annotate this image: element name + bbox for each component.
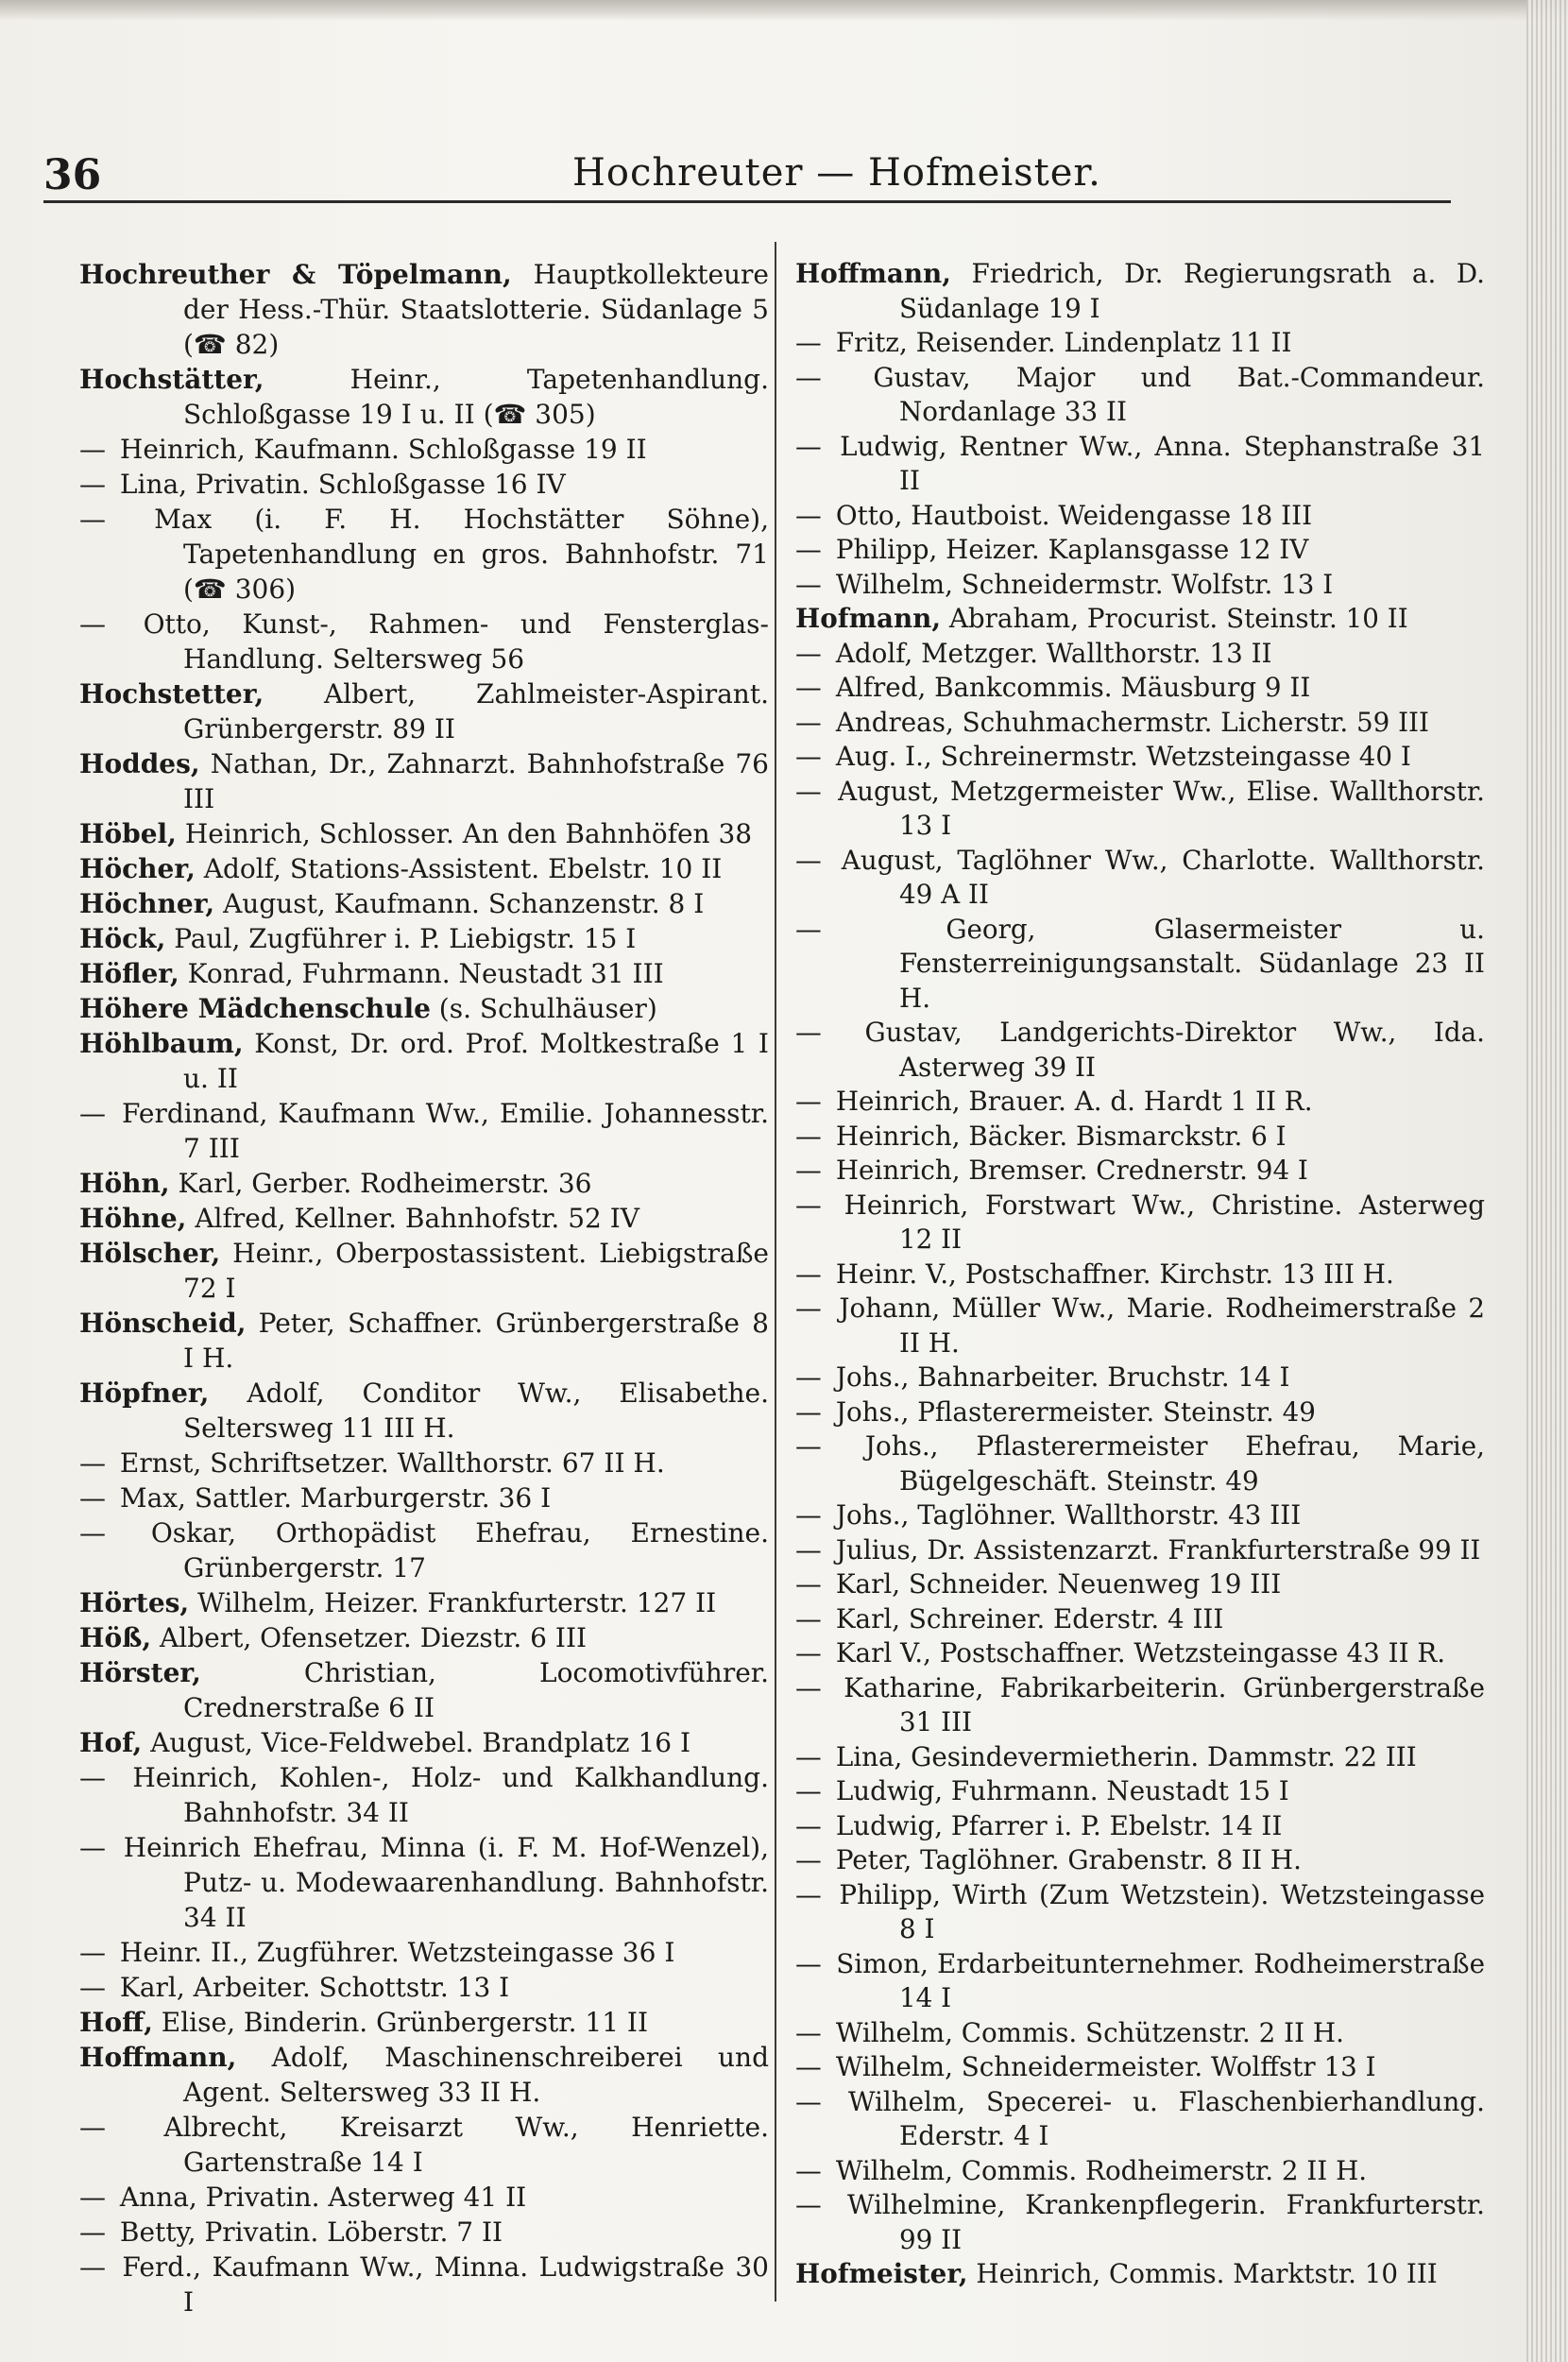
entry-details: Gustav, Landgerichts-Direktor Ww., Ida. Asterweg 39 II bbox=[827, 1017, 1485, 1083]
entry-details: Simon, Erdarbeitunternehmer. Rodheimerstraße 14 I bbox=[827, 1947, 1485, 2013]
directory-entry bbox=[79, 1935, 769, 1970]
directory-entry bbox=[795, 1395, 1485, 1430]
page-header bbox=[43, 140, 1451, 197]
ditto-dash: — bbox=[79, 1762, 106, 1793]
entry-details: Peter, Taglöhner. Grabenstr. 8 II H. bbox=[827, 1844, 1302, 1875]
directory-entry bbox=[79, 1760, 769, 1830]
ditto-dash: — bbox=[795, 1947, 822, 1979]
ditto-dash: — bbox=[795, 1017, 822, 1048]
directory-entry bbox=[79, 851, 769, 886]
directory-entry bbox=[79, 886, 769, 921]
ditto-dash: — bbox=[795, 361, 822, 393]
entry-details: Wilhelm, Schneidermstr. Wolfstr. 13 I bbox=[827, 568, 1334, 600]
directory-entry bbox=[79, 1655, 769, 1725]
entry-details: Hauptkollekteure der Hess.-Thür. Staatslotterie. Südanlage 5 (☎ 82) bbox=[183, 259, 770, 360]
directory-entry bbox=[795, 1809, 1485, 1844]
entry-details: Ludwig, Pfarrer i. P. Ebelstr. 14 II bbox=[827, 1809, 1283, 1841]
directory-entry bbox=[795, 671, 1485, 706]
directory-entry bbox=[79, 1970, 769, 2005]
ditto-dash: — bbox=[79, 469, 106, 500]
ditto-dash: — bbox=[795, 499, 822, 531]
ditto-dash: — bbox=[79, 1972, 106, 2003]
directory-entry bbox=[79, 432, 769, 467]
directory-entry bbox=[795, 1636, 1485, 1671]
entry-surname: Hoffmann, bbox=[795, 258, 951, 289]
entry-details: Heinrich, Bäcker. Bismarckstr. 6 I bbox=[827, 1120, 1287, 1152]
entry-details: Ludwig, Fuhrmann. Neustadt 15 I bbox=[827, 1775, 1289, 1806]
entry-details: Konrad, Fuhrmann. Neustadt 31 III bbox=[179, 958, 664, 989]
directory-entry bbox=[79, 362, 769, 432]
entry-details: Wilhelmine, Krankenpflegerin. Frankfurterstr. 99 II bbox=[827, 2189, 1485, 2255]
directory-entry bbox=[795, 326, 1485, 361]
entry-details: Elise, Binderin. Grünbergerstr. 11 II bbox=[152, 2007, 649, 2038]
entry-surname: Hof, bbox=[79, 1727, 143, 1758]
entry-surname: Höchner, bbox=[79, 888, 215, 919]
directory-entry bbox=[795, 706, 1485, 741]
ditto-dash: — bbox=[795, 1086, 822, 1117]
directory-entry bbox=[79, 2250, 769, 2319]
directory-entry bbox=[795, 1878, 1485, 1947]
entry-surname: Hoddes, bbox=[79, 748, 200, 779]
ditto-dash: — bbox=[795, 1568, 822, 1600]
directory-entry bbox=[795, 775, 1485, 844]
ditto-dash: — bbox=[795, 1499, 822, 1531]
entry-surname: Höbel, bbox=[79, 818, 177, 849]
ditto-dash: — bbox=[79, 608, 106, 640]
entry-surname: Höhere Mädchenschule bbox=[79, 993, 431, 1024]
entry-details: Aug. I., Schreinermstr. Wetzsteingasse 40 I bbox=[827, 741, 1411, 772]
left-column bbox=[79, 257, 769, 2319]
ditto-dash: — bbox=[79, 504, 106, 535]
entry-details: Heinr., Tapetenhandlung. Schloßgasse 19 I u. II (☎ 305) bbox=[183, 364, 769, 430]
header-rule bbox=[43, 200, 1451, 203]
entry-details: Albert, Ofensetzer. Diezstr. 6 III bbox=[151, 1622, 588, 1653]
directory-entry bbox=[795, 637, 1485, 672]
directory-entry bbox=[79, 1096, 769, 1166]
ditto-dash: — bbox=[79, 2182, 106, 2213]
entry-details: Andreas, Schuhmachermstr. Licherstr. 59 III bbox=[827, 706, 1429, 738]
ditto-dash: — bbox=[795, 568, 822, 600]
ditto-dash: — bbox=[795, 2085, 822, 2117]
ditto-dash: — bbox=[795, 741, 822, 772]
entry-details: Ernst, Schriftsetzer. Wallthorstr. 67 II H. bbox=[111, 1447, 665, 1479]
entry-details: Fritz, Reisender. Lindenplatz 11 II bbox=[827, 327, 1292, 358]
directory-entry bbox=[79, 1481, 769, 1515]
directory-entry bbox=[795, 361, 1485, 430]
directory-entry bbox=[795, 2257, 1485, 2292]
directory-entry bbox=[795, 1567, 1485, 1602]
directory-entry bbox=[795, 1602, 1485, 1637]
directory-entry bbox=[79, 1376, 769, 1446]
directory-entry bbox=[79, 991, 769, 1026]
directory-entry bbox=[79, 1725, 769, 1760]
entry-details: Otto, Hautboist. Weidengasse 18 III bbox=[827, 499, 1313, 531]
ditto-dash: — bbox=[795, 1740, 822, 1772]
entry-details: Ferdinand, Kaufmann Ww., Emilie. Johannesstr. 7 III bbox=[111, 1098, 769, 1164]
entry-surname: Höhn, bbox=[79, 1168, 170, 1199]
directory-entry bbox=[795, 1154, 1485, 1189]
ditto-dash: — bbox=[795, 1155, 822, 1186]
entry-surname: Hochreuther & Töpelmann, bbox=[79, 259, 512, 290]
entry-details: Nathan, Dr., Zahnarzt. Bahnhofstraße 76 III bbox=[183, 748, 769, 814]
directory-entry bbox=[79, 676, 769, 746]
entry-details: Adolf, Metzger. Wallthorstr. 13 II bbox=[827, 637, 1272, 669]
directory-entry bbox=[795, 2050, 1485, 2085]
directory-entry bbox=[79, 467, 769, 502]
directory-entry bbox=[795, 499, 1485, 534]
ditto-dash: — bbox=[79, 1517, 106, 1549]
directory-entry bbox=[79, 1306, 769, 1376]
ditto-dash: — bbox=[79, 1482, 106, 1514]
entry-details: Alfred, Bankcommis. Mäusburg 9 II bbox=[827, 672, 1311, 703]
ditto-dash: — bbox=[795, 1120, 822, 1152]
entry-details: Wilhelm, Commis. Schützenstr. 2 II H. bbox=[827, 2016, 1344, 2048]
entry-details: Heinrich, Kaufmann. Schloßgasse 19 II bbox=[111, 434, 647, 465]
entry-details: Peter, Schaffner. Grünbergerstraße 8 I H. bbox=[183, 1308, 769, 1374]
ditto-dash: — bbox=[79, 1098, 106, 1129]
entry-details: Georg, Glasermeister u. Fensterreinigungsanstalt. Südanlage 23 II H. bbox=[827, 913, 1485, 1014]
entry-surname: Hoff, bbox=[79, 2007, 153, 2038]
entry-details: Karl, Gerber. Rodheimerstr. 36 bbox=[169, 1168, 592, 1199]
directory-entry bbox=[79, 1236, 769, 1306]
entry-surname: Hönscheid, bbox=[79, 1308, 247, 1339]
entry-details: August, Kaufmann. Schanzenstr. 8 I bbox=[214, 888, 705, 919]
entry-details: August, Taglöhner Ww., Charlotte. Wallthorstr. 49 A II bbox=[827, 844, 1485, 910]
entry-surname: Hoffmann, bbox=[79, 2042, 237, 2073]
entry-details: Johs., Bahnarbeiter. Bruchstr. 14 I bbox=[827, 1361, 1290, 1393]
directory-entry bbox=[79, 1585, 769, 1620]
entry-details: Max, Sattler. Marburgerstr. 36 I bbox=[111, 1482, 552, 1514]
directory-entry bbox=[795, 1258, 1485, 1292]
ditto-dash: — bbox=[795, 430, 822, 462]
directory-entry bbox=[795, 2154, 1485, 2189]
ditto-dash: — bbox=[79, 434, 106, 465]
entry-details: August, Metzgermeister Ww., Elise. Wallthorstr. 13 I bbox=[827, 775, 1485, 841]
ditto-dash: — bbox=[795, 2154, 822, 2186]
entry-surname: Höhne, bbox=[79, 1203, 187, 1234]
entry-surname: Höfler, bbox=[79, 958, 179, 989]
entry-details: Johs., Taglöhner. Wallthorstr. 43 III bbox=[827, 1499, 1302, 1531]
directory-entry bbox=[79, 816, 769, 851]
entry-details: Wilhelm, Schneidermeister. Wolffstr 13 I bbox=[827, 2051, 1376, 2082]
book-page-edges bbox=[1526, 0, 1568, 2362]
directory-entry bbox=[79, 1166, 769, 1201]
entry-details: Wilhelm, Commis. Rodheimerstr. 2 II H. bbox=[827, 2154, 1368, 2186]
ditto-dash: — bbox=[795, 534, 822, 565]
entry-details: Karl, Schneider. Neuenweg 19 III bbox=[827, 1568, 1282, 1600]
entry-details: Albert, Zahlmeister-Aspirant. Grünbergerstr. 89 II bbox=[183, 678, 769, 745]
directory-entry bbox=[79, 2215, 769, 2250]
directory-entry bbox=[795, 1120, 1485, 1155]
entry-details: Adolf, Maschinenschreiberei und Agent. Seltersweg 33 II H. bbox=[183, 2042, 769, 2108]
entry-details: Oskar, Orthopädist Ehefrau, Ernestine. Grünbergerstr. 17 bbox=[111, 1517, 769, 1583]
directory-entry bbox=[79, 502, 769, 607]
directory-entry bbox=[795, 1671, 1485, 1740]
entry-details: Friedrich, Dr. Regierungsrath a. D. Südanlage 19 I bbox=[899, 258, 1485, 324]
entry-details: Johs., Pflasterermeister. Steinstr. 49 bbox=[827, 1395, 1316, 1428]
entry-details: Otto, Kunst-, Rahmen- und Fensterglas-Handlung. Seltersweg 56 bbox=[111, 608, 769, 675]
entry-surname: Höcher, bbox=[79, 853, 196, 884]
directory-entry bbox=[79, 1620, 769, 1655]
entry-details: Lina, Gesindevermietherin. Dammstr. 22 III bbox=[827, 1740, 1417, 1772]
entry-details: Julius, Dr. Assistenzarzt. Frankfurterstraße 99 II bbox=[827, 1533, 1481, 1566]
ditto-dash: — bbox=[795, 1258, 822, 1290]
directory-entry bbox=[79, 1201, 769, 1236]
entry-details: (s. Schulhäuser) bbox=[430, 993, 657, 1024]
entry-details: Philipp, Heizer. Kaplansgasse 12 IV bbox=[827, 534, 1309, 565]
ditto-dash: — bbox=[795, 1602, 822, 1635]
ditto-dash: — bbox=[795, 1844, 822, 1875]
entry-surname: Hörtes, bbox=[79, 1587, 190, 1618]
entry-details: Adolf, Stations-Assistent. Ebelstr. 10 II bbox=[195, 853, 723, 884]
directory-entry bbox=[795, 1843, 1485, 1878]
ditto-dash: — bbox=[795, 1671, 822, 1703]
entry-details: Max (i. F. H. Hochstätter Söhne), Tapetenhandlung en gros. Bahnhofstr. 71 (☎ 306) bbox=[111, 504, 769, 605]
ditto-dash: — bbox=[795, 1637, 822, 1669]
entry-details: Karl, Arbeiter. Schottstr. 13 I bbox=[111, 1972, 510, 2003]
ditto-dash: — bbox=[795, 637, 822, 669]
ditto-dash: — bbox=[79, 2251, 106, 2283]
directory-entry bbox=[795, 2016, 1485, 2051]
entry-details: Wilhelm, Heizer. Frankfurterstr. 127 II bbox=[189, 1587, 717, 1618]
ditto-dash: — bbox=[795, 1189, 822, 1221]
entry-details: Adolf, Conditor Ww., Elisabethe. Seltersweg 11 III H. bbox=[183, 1378, 769, 1444]
directory-entry bbox=[79, 921, 769, 956]
entry-details: Ferd., Kaufmann Ww., Minna. Ludwigstraße 30 I bbox=[111, 2251, 769, 2318]
entry-surname: Höpfner, bbox=[79, 1378, 210, 1409]
ditto-dash: — bbox=[795, 1430, 822, 1462]
scan-top-shadow bbox=[0, 0, 1568, 21]
directory-entry bbox=[795, 1292, 1485, 1361]
entry-details: Konst, Dr. ord. Prof. Moltkestraße 1 I u. II bbox=[183, 1028, 769, 1094]
directory-entry bbox=[795, 1498, 1485, 1533]
directory-entry bbox=[795, 1016, 1485, 1085]
directory-entry bbox=[795, 2188, 1485, 2257]
directory-entry bbox=[795, 1774, 1485, 1809]
entry-details: Paul, Zugführer i. P. Liebigstr. 15 I bbox=[165, 923, 637, 954]
page-number: 36 bbox=[43, 151, 102, 199]
ditto-dash: — bbox=[795, 1809, 822, 1841]
entry-details: Heinr., Oberpostassistent. Liebigstraße 72 I bbox=[183, 1238, 769, 1304]
directory-entry bbox=[795, 533, 1485, 568]
entry-details: Wilhelm, Specerei- u. Flaschenbierhandlung. Ederstr. 4 I bbox=[827, 2085, 1485, 2151]
ditto-dash: — bbox=[795, 1292, 822, 1324]
directory-entry bbox=[79, 257, 769, 362]
directory-entry bbox=[79, 1515, 769, 1585]
ditto-dash: — bbox=[79, 2112, 106, 2143]
ditto-dash: — bbox=[795, 706, 822, 738]
running-title: Hochreuter — Hofmeister. bbox=[572, 151, 1101, 195]
ditto-dash: — bbox=[795, 775, 822, 807]
directory-entry bbox=[795, 1947, 1485, 2016]
directory-entry bbox=[79, 2005, 769, 2040]
ditto-dash: — bbox=[795, 1395, 822, 1428]
directory-entry bbox=[79, 746, 769, 816]
ditto-dash: — bbox=[795, 1533, 822, 1566]
ditto-dash: — bbox=[795, 2051, 822, 2082]
directory-entry bbox=[795, 1533, 1485, 1568]
directory-entry bbox=[79, 2040, 769, 2110]
ditto-dash: — bbox=[79, 1447, 106, 1479]
entry-details: Heinrich Ehefrau, Minna (i. F. M. Hof-Wenzel), Putz- u. Modewaarenhandlung. Bahnhofstr. 34 II bbox=[111, 1832, 769, 1933]
entry-details: Heinrich, Schlosser. An den Bahnhöfen 38 bbox=[176, 818, 753, 849]
directory-entry bbox=[79, 2110, 769, 2180]
ditto-dash: — bbox=[79, 2217, 106, 2248]
entry-surname: Höhlbaum, bbox=[79, 1028, 244, 1059]
entry-surname: Hofmann, bbox=[795, 603, 942, 634]
entry-details: Heinrich, Bremser. Crednerstr. 94 I bbox=[827, 1155, 1308, 1186]
entry-details: Karl, Schreiner. Ederstr. 4 III bbox=[827, 1602, 1224, 1635]
directory-entry bbox=[795, 740, 1485, 775]
ditto-dash: — bbox=[795, 913, 822, 945]
entry-details: Karl V., Postschaffner. Wetzsteingasse 43 II R. bbox=[827, 1637, 1446, 1669]
directory-entry bbox=[795, 2085, 1485, 2154]
directory-entry bbox=[795, 602, 1485, 637]
right-column bbox=[795, 257, 1485, 2292]
directory-entry bbox=[795, 257, 1485, 326]
entry-details: Ludwig, Rentner Ww., Anna. Stephanstraße 31 II bbox=[827, 430, 1485, 496]
entry-details: Heinrich, Brauer. A. d. Hardt 1 II R. bbox=[827, 1086, 1313, 1117]
ditto-dash: — bbox=[795, 2189, 822, 2220]
entry-details: Albrecht, Kreisarzt Ww., Henriette. Gartenstraße 14 I bbox=[111, 2112, 769, 2178]
entry-details: Heinrich, Forstwart Ww., Christine. Asterweg 12 II bbox=[827, 1189, 1485, 1255]
entry-details: Heinrich, Commis. Marktstr. 10 III bbox=[967, 2258, 1438, 2289]
directory-entry bbox=[795, 1361, 1485, 1395]
entry-details: Abraham, Procurist. Steinstr. 10 II bbox=[941, 603, 1408, 634]
entry-details: Katharine, Fabrikarbeiterin. Grünbergerstraße 31 III bbox=[827, 1671, 1485, 1737]
directory-entry bbox=[795, 1740, 1485, 1775]
entry-details: August, Vice-Feldwebel. Brandplatz 16 I bbox=[142, 1727, 691, 1758]
ditto-dash: — bbox=[795, 1878, 822, 1910]
entry-surname: Hochstetter, bbox=[79, 678, 264, 710]
directory-entry bbox=[79, 956, 769, 991]
entry-details: Heinrich, Kohlen-, Holz- und Kalkhandlung. Bahnhofstr. 34 II bbox=[111, 1762, 769, 1828]
ditto-dash: — bbox=[795, 844, 822, 876]
ditto-dash: — bbox=[795, 1775, 822, 1806]
directory-entry bbox=[79, 2180, 769, 2215]
entry-surname: Höck, bbox=[79, 923, 166, 954]
entry-details: Heinr. II., Zugführer. Wetzsteingasse 36 I bbox=[111, 1937, 675, 1968]
directory-entry bbox=[795, 913, 1485, 1017]
ditto-dash: — bbox=[79, 1937, 106, 1968]
entry-surname: Hofmeister, bbox=[795, 2258, 968, 2289]
directory-entry bbox=[79, 607, 769, 676]
entry-surname: Hölscher, bbox=[79, 1238, 221, 1269]
entry-details: Lina, Privatin. Schloßgasse 16 IV bbox=[111, 469, 566, 500]
entry-details: Betty, Privatin. Löberstr. 7 II bbox=[111, 2217, 503, 2248]
ditto-dash: — bbox=[795, 1361, 822, 1393]
directory-entry bbox=[79, 1446, 769, 1481]
entry-details: Christian, Locomotivführer. Crednerstraße 6 II bbox=[183, 1657, 769, 1723]
entry-details: Johs., Pflasterermeister Ehefrau, Marie, Bügelgeschäft. Steinstr. 49 bbox=[827, 1430, 1485, 1497]
entry-surname: Höß, bbox=[79, 1622, 152, 1653]
directory-entry bbox=[795, 1429, 1485, 1498]
entry-details: Gustav, Major und Bat.-Commandeur. Nordanlage 33 II bbox=[827, 361, 1485, 427]
entry-surname: Hochstätter, bbox=[79, 364, 264, 395]
entry-details: Johann, Müller Ww., Marie. Rodheimerstraße 2 II H. bbox=[827, 1292, 1485, 1359]
entry-surname: Hörster, bbox=[79, 1657, 201, 1688]
directory-entry bbox=[795, 430, 1485, 499]
directory-entry bbox=[795, 1085, 1485, 1120]
directory-entry bbox=[795, 844, 1485, 913]
entry-details: Philipp, Wirth (Zum Wetzstein). Wetzsteingasse 8 I bbox=[827, 1878, 1485, 1944]
ditto-dash: — bbox=[795, 672, 822, 703]
ditto-dash: — bbox=[79, 1832, 106, 1863]
directory-entry bbox=[79, 1830, 769, 1935]
directory-entry bbox=[795, 1189, 1485, 1258]
entry-details: Alfred, Kellner. Bahnhofstr. 52 IV bbox=[186, 1203, 640, 1234]
entry-details: Anna, Privatin. Asterweg 41 II bbox=[111, 2182, 527, 2213]
ditto-dash: — bbox=[795, 2016, 822, 2048]
column-divider bbox=[775, 242, 776, 2302]
directory-entry bbox=[795, 568, 1485, 603]
ditto-dash: — bbox=[795, 327, 822, 358]
directory-entry bbox=[79, 1026, 769, 1096]
entry-details: Heinr. V., Postschaffner. Kirchstr. 13 III H. bbox=[827, 1258, 1394, 1290]
